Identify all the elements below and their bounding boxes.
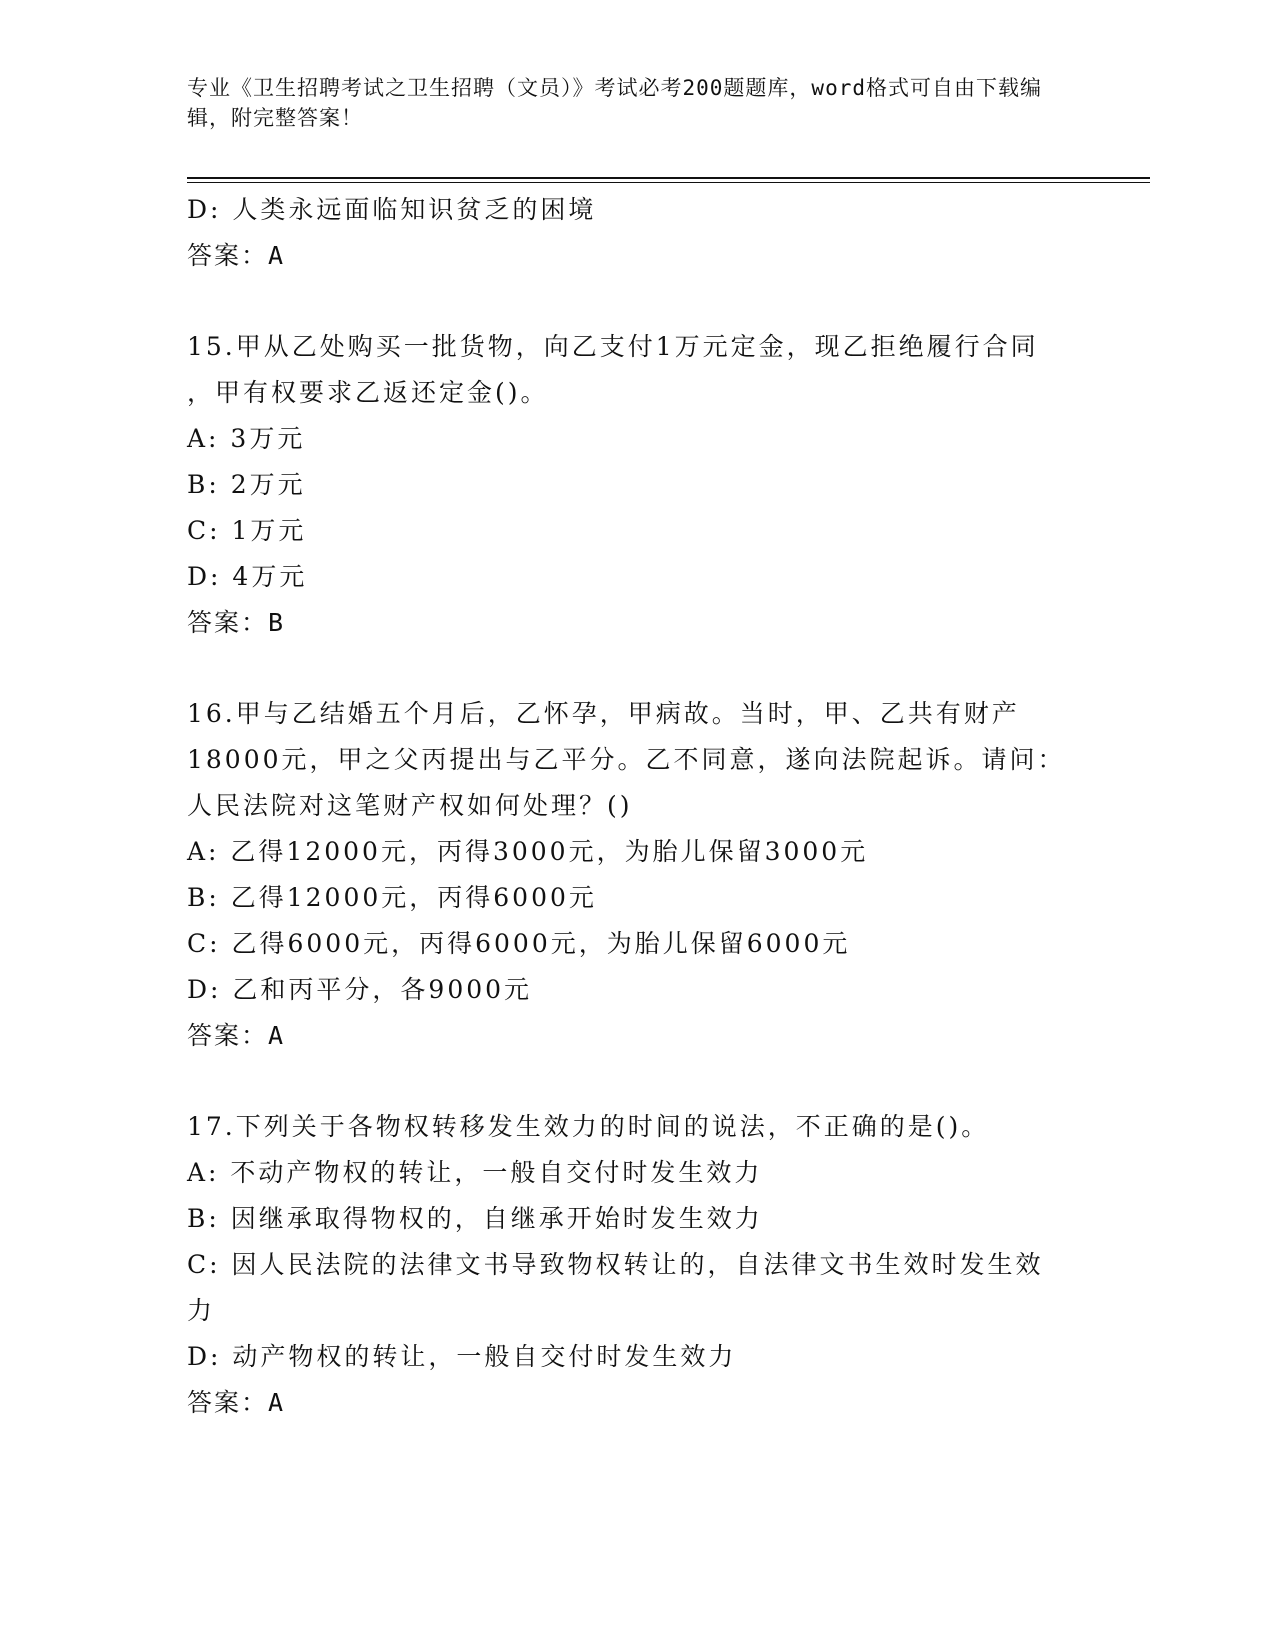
option-c: C: 因人民法院的法律文书导致物权转让的，自法律文书生效时发生效 [187, 1250, 1044, 1279]
question-stem-line: 17.下列关于各物权转移发生效力的时间的说法，不正确的是()。 [187, 1112, 990, 1141]
answer-line [187, 1380, 1077, 1426]
option-b: B: 因继承取得物权的，自继承开始时发生效力 [187, 1204, 763, 1233]
question-15 [187, 324, 1077, 646]
question-17 [187, 1104, 1077, 1426]
question-stem-line: ，甲有权要求乙返还定金()。 [187, 378, 549, 407]
answer-label: 答案： [187, 608, 269, 637]
answer-value: A [268, 1388, 286, 1417]
answer-value: A [268, 1021, 286, 1050]
option-b: B: 2万元 [187, 470, 306, 499]
option-d: D: 动产物权的转让，一般自交付时发生效力 [187, 1342, 737, 1371]
option-c-continued: 力 [187, 1296, 216, 1325]
document-header: 专业《卫生招聘考试之卫生招聘（文员）》考试必考200题题库，word格式可自由下载编辑，附完整答案！ [187, 76, 1042, 130]
option-a: A: 3万元 [187, 424, 306, 453]
answer-value: B [268, 608, 286, 637]
option-a: A: 乙得12000元，丙得3000元，为胎儿保留3000元 [187, 837, 869, 866]
option-d: D: 乙和丙平分，各9000元 [187, 975, 533, 1004]
question-16 [187, 691, 1077, 1059]
answer-line [187, 1013, 1077, 1059]
answer-line [187, 600, 1077, 646]
option-b: B: 乙得12000元，丙得6000元 [187, 883, 597, 912]
question-fragment [187, 187, 1077, 279]
option-d: D: 人类永远面临知识贫乏的困境 [187, 195, 597, 224]
question-stem-line: 15.甲从乙处购买一批货物，向乙支付1万元定金，现乙拒绝履行合同 [187, 332, 1039, 361]
option-c: C: 乙得6000元，丙得6000元，为胎儿保留6000元 [187, 929, 851, 958]
question-stem-line: 人民法院对这笔财产权如何处理？() [187, 791, 633, 820]
answer-value: A [268, 241, 286, 270]
option-c: C: 1万元 [187, 516, 307, 545]
question-stem-line: 16.甲与乙结婚五个月后，乙怀孕，甲病故。当时，甲、乙共有财产 [187, 699, 1020, 728]
answer-label: 答案： [187, 241, 269, 270]
option-a: A: 不动产物权的转让，一般自交付时发生效力 [187, 1158, 763, 1187]
answer-label: 答案： [187, 1388, 269, 1417]
header-divider [187, 177, 1150, 183]
answer-label: 答案： [187, 1021, 269, 1050]
option-d: D: 4万元 [187, 562, 308, 591]
answer-line [187, 233, 1077, 279]
document-body [187, 187, 1077, 1426]
question-stem-line: 18000元，甲之父丙提出与乙平分。乙不同意，遂向法院起诉。请问： [187, 745, 1066, 774]
